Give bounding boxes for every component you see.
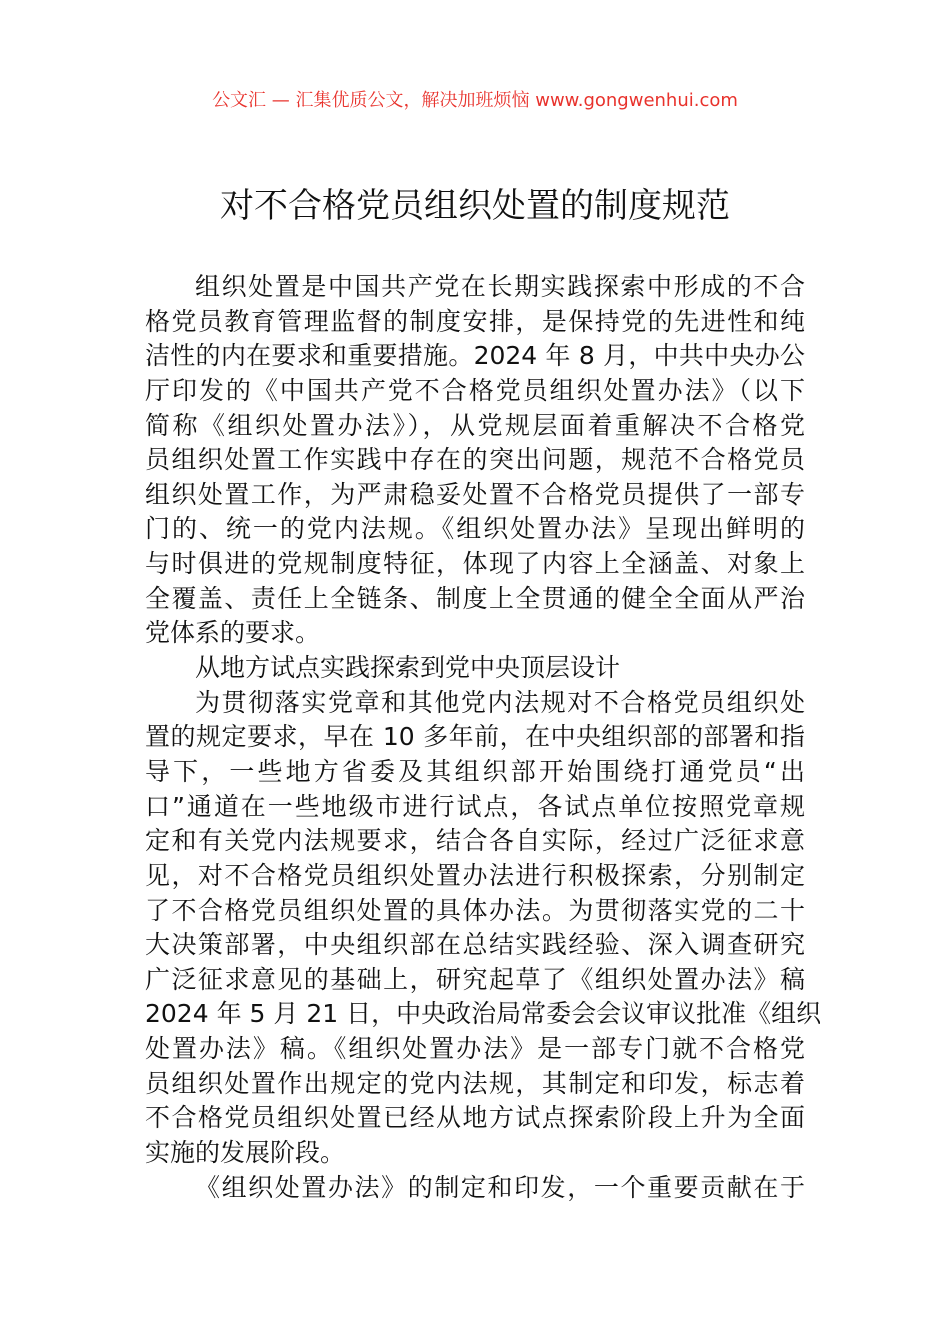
document-title: 对不合格党员组织处置的制度规范 [220, 186, 730, 226]
paragraph-line: 《组织处置办法》的制定和印发，一个重要贡献在于 [195, 1172, 805, 1202]
paragraph-line: 口”通道在一些地级市进行试点，各试点单位按照党章规 [145, 791, 805, 821]
paragraph-line: 导下，一些地方省委及其组织部开始围绕打通党员“出 [145, 756, 805, 786]
paragraph-line: 员组织处置作出规定的党内法规，其制定和印发，标志着 [145, 1068, 805, 1098]
paragraph-line: 全覆盖、责任上全链条、制度上全贯通的健全全面从严治 [145, 583, 805, 613]
paragraph-line: 党体系的要求。 [145, 618, 321, 648]
paragraph-line: 2024 年 5 月 21 日，中央政治局常委会会议审议批准《组织 [145, 999, 822, 1029]
paragraph-line: 格党员教育管理监督的制度安排，是保持党的先进性和纯 [145, 306, 805, 336]
paragraph-line: 大决策部署，中央组织部在总结实践经验、深入调查研究 [145, 930, 805, 960]
paragraph-line: 简称《组织处置办法》），从党规层面着重解决不合格党 [145, 410, 805, 440]
paragraph-line: 组织处置工作，为严肃稳妥处置不合格党员提供了一部专 [145, 479, 805, 509]
paragraph-line: 定和有关党内法规要求，结合各自实际，经过广泛征求意 [145, 826, 805, 856]
paragraph-line: 为贯彻落实党章和其他党内法规对不合格党员组织处 [195, 687, 805, 717]
paragraph-line: 厅印发的《中国共产党不合格党员组织处置办法》（以下 [145, 375, 805, 405]
paragraph-line: 处置办法》稿。《组织处置办法》是一部专门就不合格党 [145, 1034, 805, 1064]
paragraph-line: 见，对不合格党员组织处置办法进行积极探索，分别制定 [145, 860, 805, 890]
paragraph-line: 员组织处置工作实践中存在的突出问题，规范不合格党员 [145, 445, 805, 475]
paragraph-line: 了不合格党员组织处置的具体办法。为贯彻落实党的二十 [145, 895, 805, 925]
paragraph-line: 实施的发展阶段。 [145, 1138, 346, 1168]
document-body [145, 270, 822, 1205]
site-watermark-header: 公文汇 — 汇集优质公文，解决加班烦恼 www.gongwenhui.com [212, 90, 738, 111]
paragraph-line: 不合格党员组织处置已经从地方试点探索阶段上升为全面 [145, 1103, 805, 1133]
paragraph-line: 置的规定要求，早在 10 多年前，在中央组织部的部署和指 [145, 722, 805, 752]
paragraph-line: 与时俱进的党规制度特征，体现了内容上全涵盖、对象上 [145, 549, 805, 579]
paragraph-line: 广泛征求意见的基础上，研究起草了《组织处置办法》稿 [145, 964, 805, 994]
section-heading: 从地方试点实践探索到党中央顶层设计 [195, 653, 621, 683]
paragraph-line: 洁性的内在要求和重要措施。2024 年 8 月，中共中央办公 [145, 341, 805, 371]
paragraph-line: 门的、统一的党内法规。《组织处置办法》呈现出鲜明的 [145, 514, 805, 544]
paragraph-line: 组织处置是中国共产党在长期实践探索中形成的不合 [195, 272, 805, 301]
